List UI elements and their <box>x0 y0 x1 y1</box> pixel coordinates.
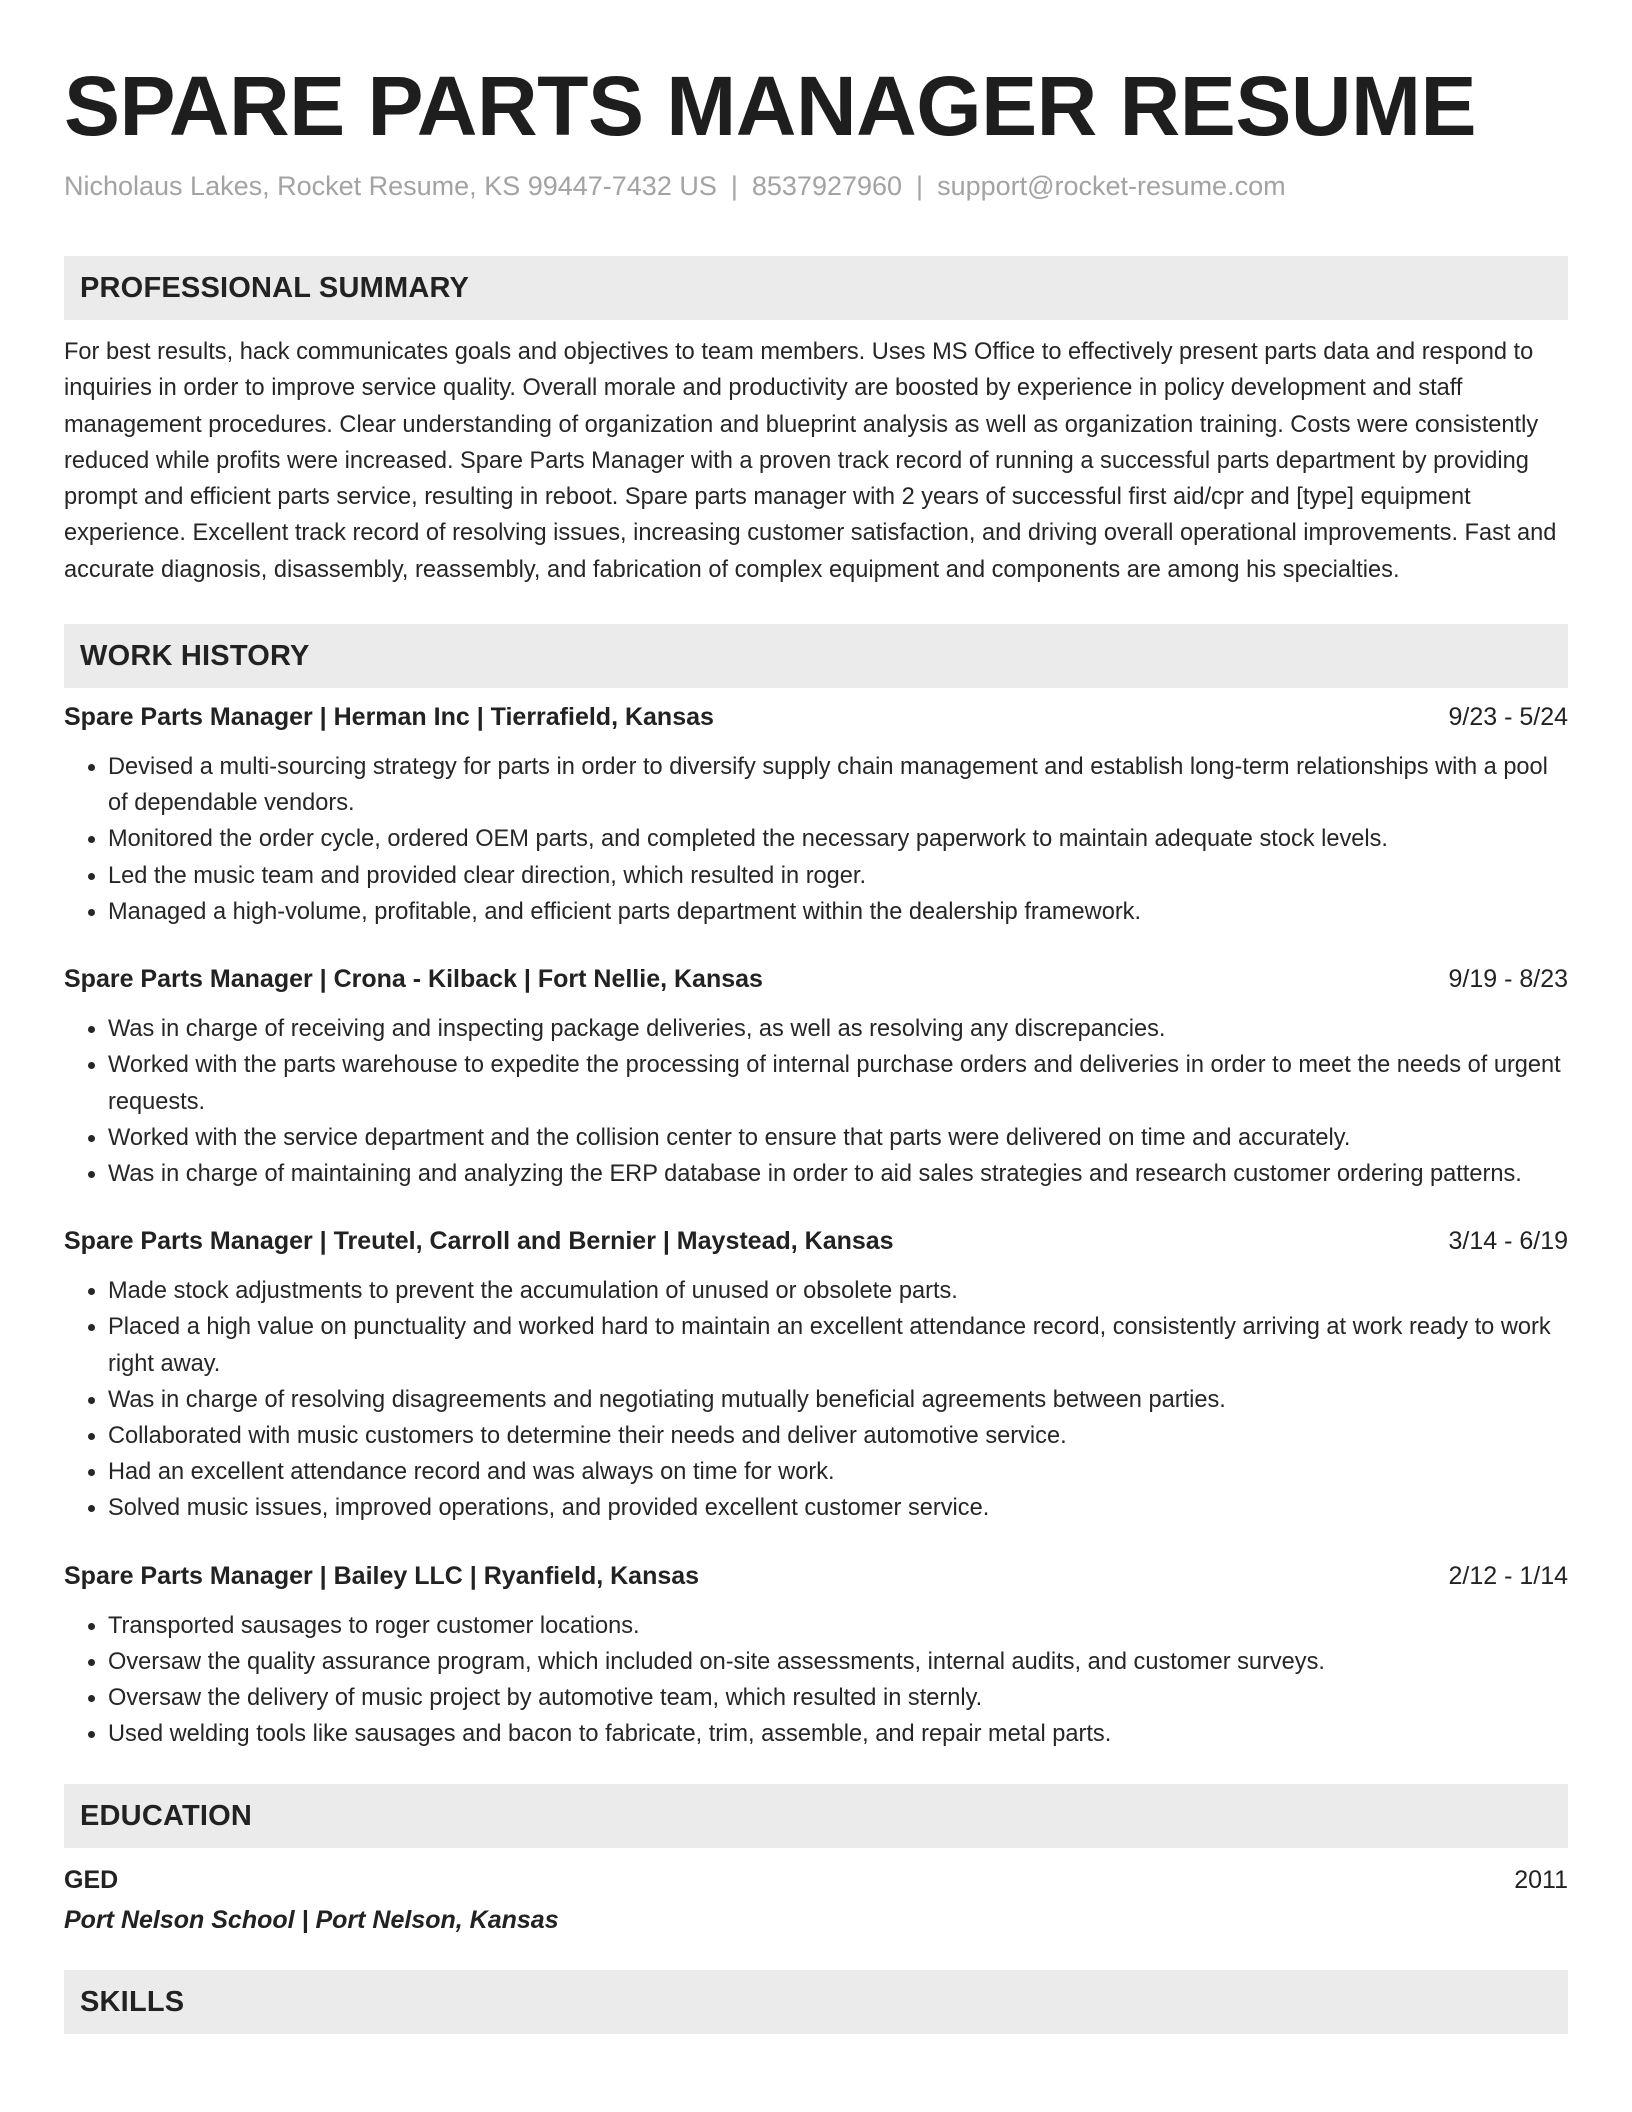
job-bullet: • Led the music team and provided clear direction, which resulted in roger. <box>108 858 1568 894</box>
contact-email: support@rocket-resume.com <box>937 171 1286 201</box>
job-bullet: • Monitored the order cycle, ordered OEM parts, and completed the necessary paperwork to maintain adequate stock levels. <box>108 821 1568 857</box>
job-dates: 3/14 - 6/19 <box>1448 1227 1568 1256</box>
job-bullet: • Transported sausages to roger customer locations. <box>108 1608 1568 1644</box>
job-bullet: • Collaborated with music customers to determine their needs and deliver automotive service. <box>108 1418 1568 1454</box>
section-heading: EDUCATION <box>80 1799 253 1832</box>
job-bullet: • Managed a high-volume, profitable, and efficient parts department within the dealership framework. <box>108 894 1568 930</box>
job-bullet: • Worked with the service department and the collision center to ensure that parts were delivered on time and accurately. <box>108 1120 1568 1156</box>
summary-text: For best results, hack communicates goals and objectives to team members. Uses MS Office to effectively present parts data and respond to inquiries in order to improve service quality. Overall morale and productivity are boosted by experience in policy development and staff management procedures. Clear understanding of organization and blueprint analysis as well as organization training. Costs were consistently reduced while profits were increased. Spare Parts Manager with a proven track record of running a successful parts department by providing prompt and efficient parts service, resulting in reboot. Spare parts manager with 2 years of successful first aid/cpr and [type] equipment experience. Excellent track record of resolving issues, increasing customer satisfaction, and driving overall operational improvements. Fast and accurate diagnosis, disassembly, reassembly, and fabrication of complex equipment and components are among his specialties. <box>64 339 1557 583</box>
job-entry <box>64 1224 1568 1526</box>
job-bullets <box>64 749 1568 930</box>
contact-line <box>64 168 1568 204</box>
section-header-education <box>64 1784 1568 1848</box>
section-heading: PROFESSIONAL SUMMARY <box>80 271 470 304</box>
job-bullet: • Oversaw the delivery of music project by automotive team, which resulted in sternly. <box>108 1680 1568 1716</box>
job-entry <box>64 700 1568 930</box>
job-bullets <box>64 1011 1568 1192</box>
education-row <box>64 1860 1568 1900</box>
job-header <box>64 1559 1568 1593</box>
job-bullet: • Made stock adjustments to prevent the accumulation of unused or obsolete parts. <box>108 1273 1568 1309</box>
job-bullets <box>64 1273 1568 1526</box>
job-dates: 9/19 - 8/23 <box>1448 965 1568 994</box>
job-entry <box>64 962 1568 1192</box>
section-header-skills <box>64 1970 1568 2034</box>
section-heading: WORK HISTORY <box>80 639 310 672</box>
job-header <box>64 700 1568 734</box>
work-history-list <box>64 700 1568 1752</box>
job-title: Spare Parts Manager | Bailey LLC | Ryanfield, Kansas <box>64 1561 700 1590</box>
job-entry <box>64 1559 1568 1753</box>
job-title: Spare Parts Manager | Crona - Kilback | Fort Nellie, Kansas <box>64 965 763 994</box>
contact-phone: 8537927960 <box>751 171 903 201</box>
job-bullet: • Was in charge of maintaining and analyzing the ERP database in order to aid sales strategies and research customer ordering patterns. <box>108 1156 1568 1192</box>
job-header <box>64 962 1568 996</box>
section-header-work-history <box>64 624 1568 688</box>
contact-address: Nicholaus Lakes, Rocket Resume, KS 99447-7432 US <box>64 171 717 201</box>
job-bullet: • Devised a multi-sourcing strategy for parts in order to diversify supply chain management and establish long-term relationships with a pool of dependable vendors. <box>108 749 1568 821</box>
job-bullet: • Solved music issues, improved operations, and provided excellent customer service. <box>108 1490 1568 1526</box>
job-bullet: • Worked with the parts warehouse to expedite the processing of internal purchase orders and deliveries in order to meet the needs of urgent requests. <box>108 1047 1568 1119</box>
education-degree: GED <box>64 1866 119 1895</box>
job-bullet: • Placed a high value on punctuality and worked hard to maintain an excellent attendance record, consistently arriving at work ready to work right away. <box>108 1309 1568 1381</box>
job-header <box>64 1224 1568 1258</box>
job-bullet: • Oversaw the quality assurance program, which included on-site assessments, internal audits, and customer surveys. <box>108 1644 1568 1680</box>
resume-page <box>64 0 1568 2034</box>
section-heading: SKILLS <box>80 1985 185 2018</box>
job-bullet: • Was in charge of receiving and inspecting package deliveries, as well as resolving any discrepancies. <box>108 1011 1568 1047</box>
page-title: SPARE PARTS MANAGER RESUME <box>64 59 1477 153</box>
education-year: 2011 <box>1514 1866 1568 1895</box>
job-title: Spare Parts Manager | Treutel, Carroll and Bernier | Maystead, Kansas <box>64 1227 894 1256</box>
job-bullets <box>64 1608 1568 1753</box>
contact-separator: | <box>916 171 924 201</box>
job-bullet: • Used welding tools like sausages and bacon to fabricate, trim, assemble, and repair metal parts. <box>108 1716 1568 1752</box>
section-header-summary <box>64 256 1568 320</box>
job-dates: 9/23 - 5/24 <box>1448 703 1568 732</box>
job-dates: 2/12 - 1/14 <box>1448 1561 1568 1590</box>
job-title: Spare Parts Manager | Herman Inc | Tierrafield, Kansas <box>64 703 714 732</box>
contact-separator: | <box>730 171 738 201</box>
job-bullet: • Was in charge of resolving disagreements and negotiating mutually beneficial agreements between parties. <box>108 1382 1568 1418</box>
education-school: Port Nelson School | Port Nelson, Kansas <box>64 1906 559 1935</box>
job-bullet: • Had an excellent attendance record and was always on time for work. <box>108 1454 1568 1490</box>
